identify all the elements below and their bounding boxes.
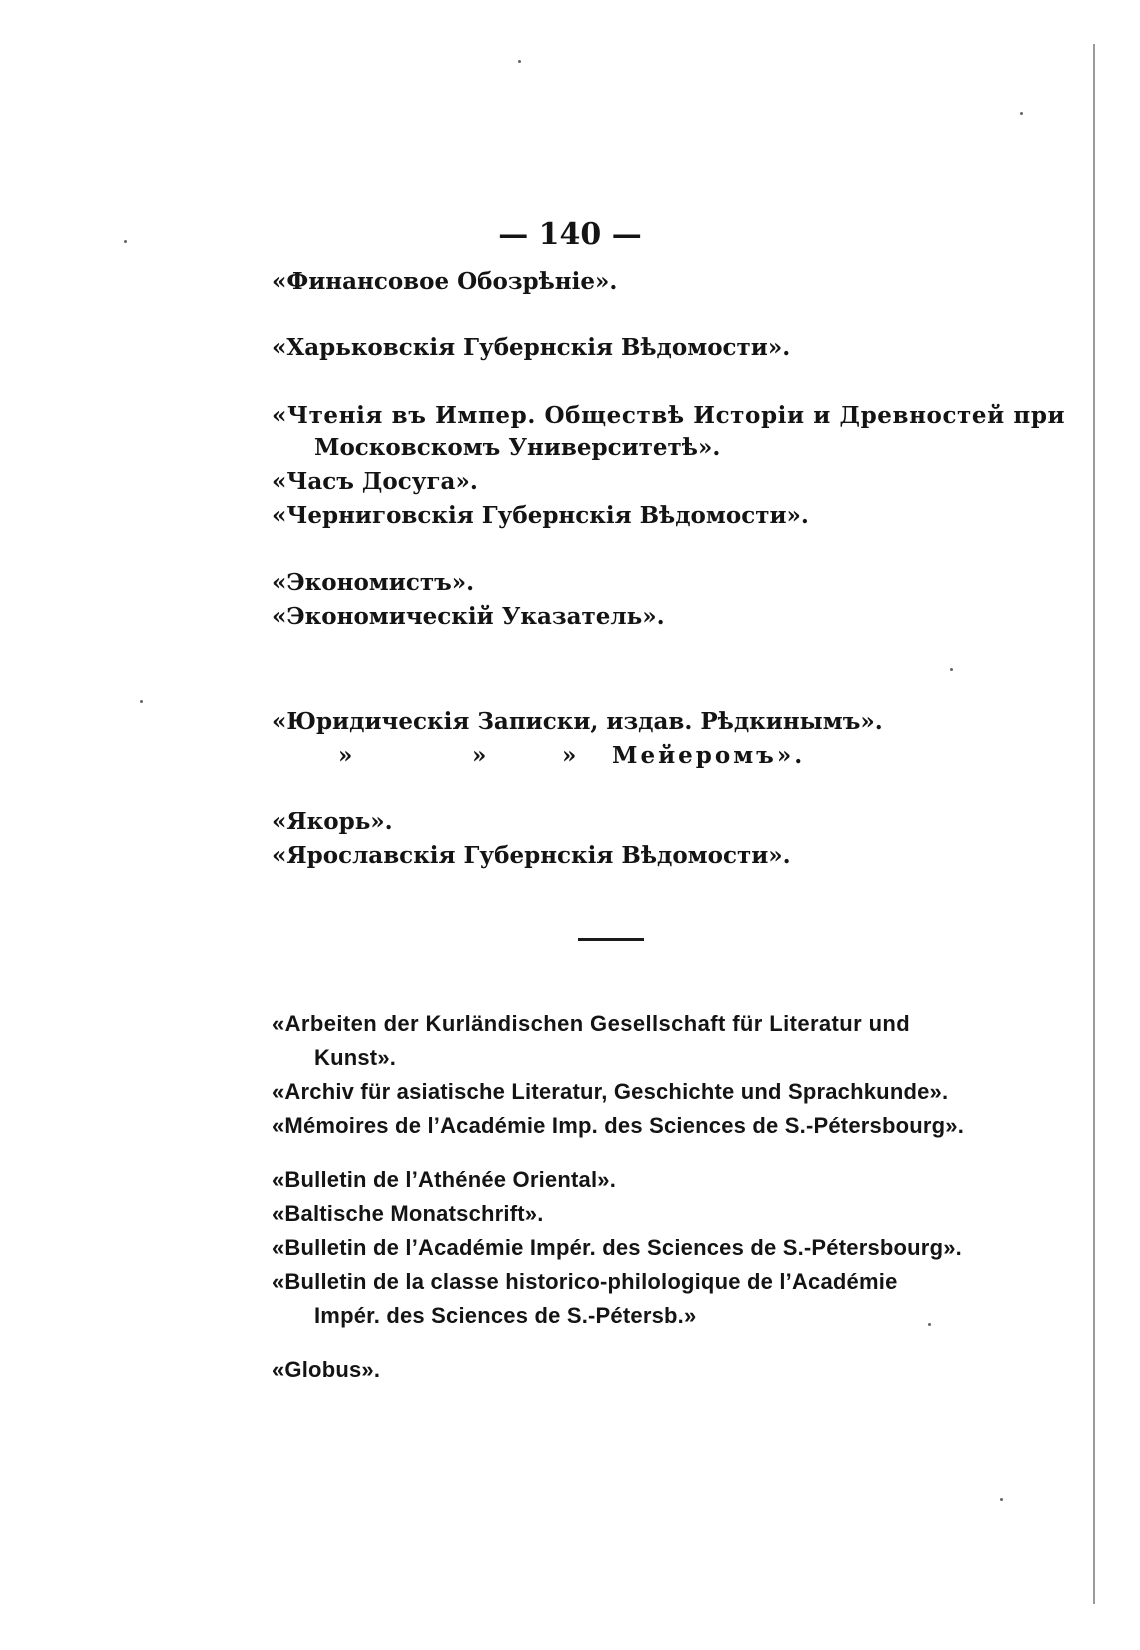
scan-speck xyxy=(140,700,143,703)
scan-speck xyxy=(1020,112,1023,115)
entry-finansovoe-obozrenie: «Финансовое Обозрѣніе». xyxy=(272,268,618,295)
entry-bulletin-athenee: «Bulletin de l’Athénée Oriental». xyxy=(272,1167,617,1192)
scan-speck xyxy=(1000,1498,1003,1501)
entry-bulletin-classe-line-2: Impér. des Sciences de S.-Pétersb.» xyxy=(314,1303,697,1328)
entry-ekonomist: «Экономистъ». xyxy=(272,569,475,596)
entry-chteniya-line-2: Московскомъ Университетѣ». xyxy=(314,434,721,461)
entry-archiv: «Archiv für asiatische Literatur, Geschichte und Sprachkunde». xyxy=(272,1079,949,1104)
entry-bulletin-academie: «Bulletin de l’Académie Impér. des Sciences de S.-Pétersbourg». xyxy=(272,1235,962,1260)
page-number: — 140 — xyxy=(498,217,642,252)
ditto-mark-2: » xyxy=(472,742,487,769)
entry-globus: «Globus». xyxy=(272,1357,381,1382)
entry-kharkovskiya-vedomosti: «Харьковскія Губернскія Вѣдомости». xyxy=(272,334,791,361)
ditto-mark-3: » xyxy=(562,742,577,769)
entry-chteniya-line-1: «Чтенія въ Импер. Обществѣ Исторіи и Древностей при xyxy=(272,402,1066,429)
entry-yakor: «Якорь». xyxy=(272,808,393,835)
ditto-mark-1: » xyxy=(338,742,353,769)
entry-ekonomicheskiy-ukazatel: «Экономическій Указатель». xyxy=(272,603,665,630)
section-divider xyxy=(578,938,644,941)
entry-memoires: «Mémoires de l’Académie Imp. des Sciences de S.-Pétersbourg». xyxy=(272,1113,965,1138)
entry-meyerom: Мейеромъ». xyxy=(612,742,806,769)
scan-speck xyxy=(950,668,953,671)
scan-speck xyxy=(124,240,127,243)
scan-speck xyxy=(928,1323,931,1326)
entry-arbeiten-line-2: Kunst». xyxy=(314,1045,397,1070)
entry-yuridicheskiya-zapiski: «Юридическія Записки, издав. Рѣдкинымъ». xyxy=(272,708,883,735)
entry-baltische-monatschrift: «Baltische Monatschrift». xyxy=(272,1201,544,1226)
entry-yaroslavskiya-vedomosti: «Ярославскія Губернскія Вѣдомости». xyxy=(272,842,791,869)
entry-chas-dosuga: «Часъ Досуга». xyxy=(272,468,478,495)
page-edge-line xyxy=(1093,44,1095,1604)
entry-chernigovskiya-vedomosti: «Черниговскія Губернскія Вѣдомости». xyxy=(272,502,809,529)
entry-bulletin-classe-line-1: «Bulletin de la classe historico-philologique de l’Académie xyxy=(272,1269,898,1294)
scan-speck xyxy=(518,60,521,63)
entry-arbeiten-line-1: «Arbeiten der Kurländischen Gesellschaft für Literatur und xyxy=(272,1011,911,1036)
